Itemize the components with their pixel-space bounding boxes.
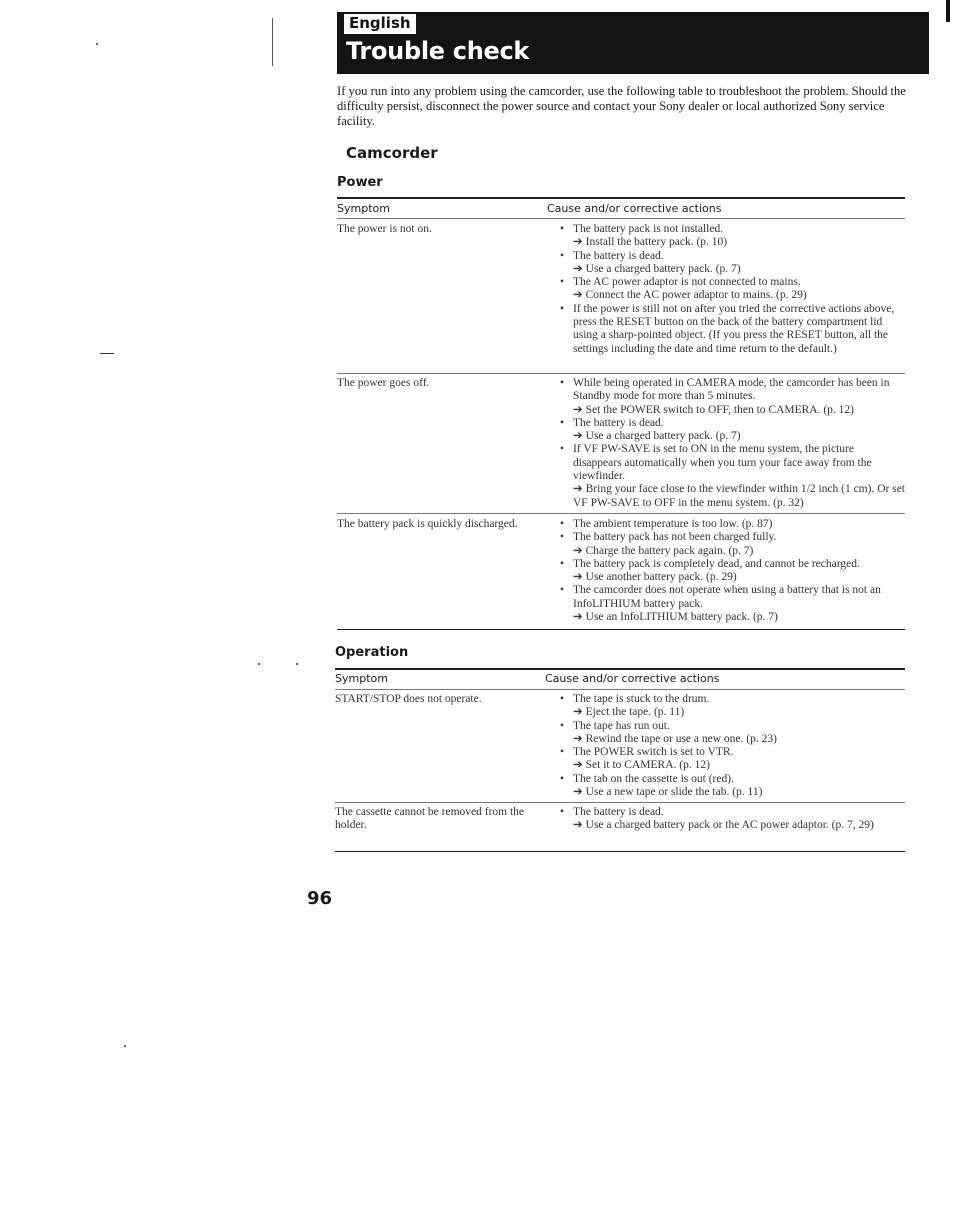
intro-paragraph: If you run into any problem using the camcorder, use the following table to troubleshoot the problem. Should the difficulty persist, disconnect the power source and contact your Sony dealer or local authorized Sony service facility.	[337, 84, 906, 128]
arrow-icon: ➔	[573, 236, 583, 249]
cause-item	[560, 377, 905, 417]
corrective-action	[573, 706, 905, 719]
arrow-icon: ➔	[573, 732, 583, 745]
cause-text: If VF PW-SAVE is set to ON in the menu system, the picture disappears automatically when you turn your face away from the viewfinder.	[573, 443, 872, 483]
margin-dot	[96, 43, 98, 45]
bullet-icon: •	[560, 531, 565, 544]
cause-item	[560, 584, 905, 624]
table-header-rule	[335, 689, 905, 690]
table-header-rule	[337, 218, 905, 219]
row-rule	[337, 513, 905, 514]
operation-heading: Operation	[335, 645, 409, 660]
cause-item	[560, 518, 905, 531]
power-causes-2	[560, 377, 905, 510]
operation-causes-2	[560, 806, 905, 833]
corrective-action	[573, 430, 905, 443]
cause-text: While being operated in CAMERA mode, the camcorder has been in Standby mode for more than 5 minutes.	[573, 377, 890, 403]
arrow-icon: ➔	[573, 706, 583, 719]
corrective-action	[573, 545, 905, 558]
cause-item	[560, 746, 905, 773]
arrow-icon: ➔	[573, 571, 583, 584]
arrow-icon: ➔	[573, 483, 583, 496]
cause-item	[560, 250, 905, 277]
power-heading: Power	[337, 175, 383, 190]
action-text: Use a charged battery pack. (p. 7)	[585, 430, 741, 443]
power-symptom-3: The battery pack is quickly discharged.	[337, 518, 518, 530]
bullet-icon: •	[560, 377, 565, 389]
bullet-icon: •	[560, 806, 565, 818]
power-col-cause: Cause and/or corrective actions	[547, 202, 722, 215]
cause-text: The battery is dead.	[573, 806, 664, 818]
operation-col-symptom: Symptom	[335, 672, 388, 685]
page-number: 96	[307, 888, 333, 909]
action-text: Set the POWER switch to OFF, then to CAMERA. (p. 12)	[585, 403, 855, 416]
bullet-icon: •	[560, 302, 565, 315]
power-causes-3	[560, 518, 905, 624]
corrective-action	[573, 733, 905, 746]
cause-text: The battery pack is not installed.	[573, 223, 724, 235]
bullet-icon: •	[560, 719, 565, 732]
arrow-icon: ➔	[573, 262, 583, 275]
margin-dot	[296, 663, 298, 665]
cause-text: If the power is still not on after you tried the corrective actions above, press the RESET button on the back of the battery compartment lid using a sharp-pointed object. (If you press the RESET button, all the settings including the date and time return to the default.)	[573, 302, 895, 355]
bullet-icon: •	[560, 443, 565, 456]
power-causes-1	[560, 223, 905, 356]
corrective-action	[573, 236, 905, 249]
corrective-action	[573, 571, 905, 584]
action-text: Set it to CAMERA. (p. 12)	[585, 759, 710, 772]
cause-text: The ambient temperature is too low. (p. 87)	[573, 518, 773, 530]
corrective-action	[573, 786, 905, 799]
action-text: Use another battery pack. (p. 29)	[585, 571, 737, 584]
edge-mark	[946, 0, 950, 22]
cause-item	[560, 276, 905, 303]
cause-item	[560, 773, 905, 800]
action-text: Use a charged battery pack or the AC power adaptor. (p. 7, 29)	[585, 819, 874, 832]
corrective-action	[573, 404, 905, 417]
bullet-icon: •	[560, 693, 565, 705]
arrow-icon: ➔	[573, 819, 583, 832]
bullet-icon: •	[560, 584, 565, 597]
margin-dot	[124, 1045, 126, 1047]
arrow-icon: ➔	[573, 430, 583, 443]
table-top-rule	[337, 197, 905, 199]
cause-item	[560, 223, 905, 250]
action-text: Bring your face close to the viewfinder within 1/2 inch (1 cm). Or set VF PW-SAVE to OFF in the menu system. (p. 32)	[573, 483, 905, 509]
corrective-action	[573, 483, 905, 510]
cause-item	[560, 806, 905, 833]
cause-text: The battery is dead.	[573, 416, 664, 429]
cause-text: The battery pack is completely dead, and cannot be recharged.	[573, 557, 860, 570]
margin-dash	[100, 353, 114, 354]
bullet-icon: •	[560, 772, 565, 785]
arrow-icon: ➔	[573, 786, 583, 799]
arrow-icon: ➔	[573, 544, 583, 557]
power-symptom-1: The power is not on.	[337, 223, 432, 235]
bullet-icon: •	[560, 557, 565, 570]
action-text: Use a new tape or slide the tab. (p. 11)	[585, 786, 763, 799]
cause-text: The battery pack has not been charged fully.	[573, 531, 777, 544]
corrective-action	[573, 819, 905, 832]
operation-causes-1	[560, 693, 905, 799]
language-tab: English	[344, 14, 416, 34]
action-text: Use an InfoLITHIUM battery pack. (p. 7)	[585, 611, 778, 624]
operation-symptom-1: START/STOP does not operate.	[335, 693, 482, 705]
row-rule	[335, 802, 905, 803]
action-text: Use a charged battery pack. (p. 7)	[585, 262, 741, 275]
operation-symptom-2: The cassette cannot be removed from the holder.	[335, 806, 525, 832]
cause-text: The battery is dead.	[573, 249, 664, 262]
cause-item	[560, 558, 905, 585]
cause-item	[560, 693, 905, 720]
bullet-icon: •	[560, 416, 565, 429]
cause-text: The tape is stuck to the drum.	[573, 693, 710, 705]
corrective-action	[573, 263, 905, 276]
cause-item	[560, 531, 905, 558]
table-top-rule	[335, 668, 905, 670]
cause-text: The tape has run out.	[573, 719, 670, 732]
cause-text: The camcorder does not operate when using a battery that is not an InfoLITHIUM battery pack.	[573, 584, 881, 610]
header-banner	[337, 12, 929, 74]
cause-item	[560, 303, 905, 356]
arrow-icon: ➔	[573, 759, 583, 772]
bullet-icon: •	[560, 746, 565, 759]
bullet-icon: •	[560, 518, 565, 530]
bullet-icon: •	[560, 276, 565, 289]
margin-rule	[272, 18, 273, 66]
cause-text: The POWER switch is set to VTR.	[573, 746, 734, 759]
action-text: Install the battery pack. (p. 10)	[585, 236, 728, 249]
action-text: Connect the AC power adaptor to mains. (p. 29)	[585, 289, 807, 302]
bullet-icon: •	[560, 223, 565, 235]
cause-text: The tab on the cassette is out (red).	[573, 772, 734, 785]
section-title: Camcorder	[346, 144, 438, 162]
action-text: Eject the tape. (p. 11)	[585, 706, 685, 719]
arrow-icon: ➔	[573, 611, 583, 624]
arrow-icon: ➔	[573, 403, 583, 416]
power-symptom-2: The power goes off.	[337, 377, 430, 389]
action-text: Charge the battery pack again. (p. 7)	[585, 544, 754, 557]
page-title: Trouble check	[346, 37, 530, 65]
margin-dot	[258, 663, 260, 665]
cause-text: The AC power adaptor is not connected to mains.	[573, 276, 801, 289]
cause-item	[560, 720, 905, 747]
row-rule	[337, 373, 905, 374]
bullet-icon: •	[560, 249, 565, 262]
cause-item	[560, 417, 905, 444]
table-bottom-rule	[335, 851, 905, 852]
table-bottom-rule	[337, 629, 905, 630]
corrective-action	[573, 289, 905, 302]
arrow-icon: ➔	[573, 289, 583, 302]
corrective-action	[573, 759, 905, 772]
cause-item	[560, 443, 905, 509]
power-col-symptom: Symptom	[337, 202, 390, 215]
corrective-action	[573, 611, 905, 624]
operation-col-cause: Cause and/or corrective actions	[545, 672, 720, 685]
action-text: Rewind the tape or use a new one. (p. 23)	[585, 732, 777, 745]
